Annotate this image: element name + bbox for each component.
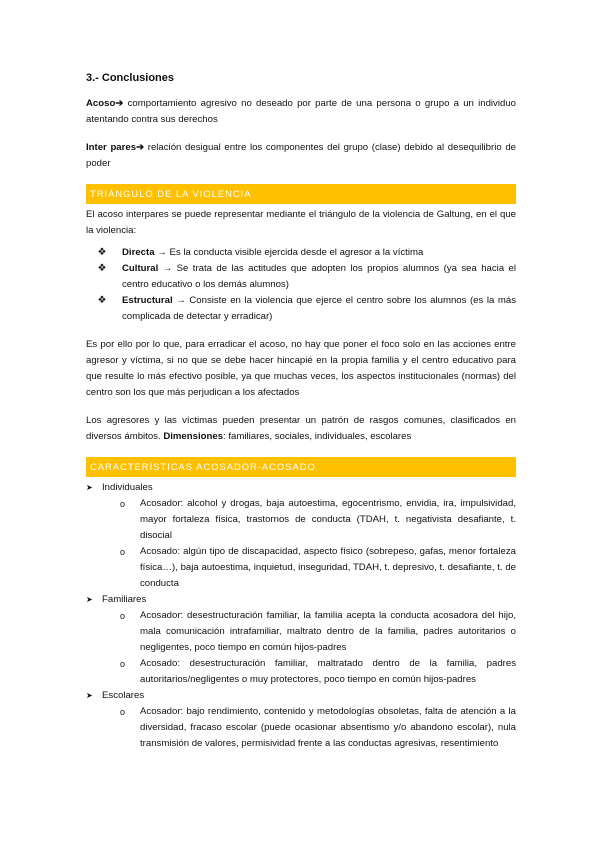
- violence-term: Directa: [122, 247, 155, 258]
- acoso-term: Acoso: [86, 98, 116, 109]
- list-item: [96, 261, 516, 293]
- arrow-bullet-icon: ➤: [86, 691, 93, 700]
- erradicar-paragraph: Es por ello por lo que, para erradicar el acoso, no hay que poner el foco solo en las acciones entre agresor y víctima, si no que se debe hacer hincapié en la propia familia y el centro educativo para que resulte lo más efectivo posible, ya que muchas veces, los aspectos institucionales (normas) del centro son los que más perjudican a los afectados: [86, 339, 516, 398]
- acoso-text: comportamiento agresivo no deseado por parte de una persona o grupo a un individuo atentando contra sus derechos: [86, 98, 516, 125]
- list-item: [120, 608, 516, 656]
- list-item: [120, 656, 516, 688]
- interpares-text: relación desigual entre los componentes del grupo (clase) debido al desequilibrio de poder: [86, 142, 516, 169]
- violence-term: Cultural: [122, 263, 159, 274]
- dimension-individuales: [86, 480, 516, 592]
- violence-text: → Consiste en la violencia que ejerce el centro sobre los alumnos (es la más complicada de detectar y erradicar): [122, 295, 516, 322]
- dimension-label: Familiares: [102, 594, 147, 605]
- arrow-icon: ➔: [115, 98, 124, 109]
- interpares-definition: [86, 140, 516, 172]
- violence-text: → Se trata de las actitudes que adopten los propios alumnos (ya sea hacia el centro educativo o los demás alumnos): [122, 263, 516, 290]
- circle-bullet-icon: o: [120, 547, 126, 557]
- arrow-bullet-icon: ➤: [86, 595, 93, 604]
- sub-list: [120, 496, 516, 592]
- arrow-bullet-icon: ➤: [86, 483, 93, 492]
- document-page: [86, 70, 516, 752]
- circle-bullet-icon: o: [120, 659, 126, 669]
- violence-types-list: [96, 245, 516, 325]
- dimension-familiares: [86, 592, 516, 688]
- list-item: [120, 544, 516, 592]
- item-text: Acosado: desestructuración familiar, maltratado dentro de la familia, padres autoritarios/negligentes o muy protectores, poco tiempo en común hijos-padres: [140, 658, 516, 685]
- item-text: Acosado: algún tipo de discapacidad, aspecto físico (sobrepeso, gafas, menor fortaleza física…), baja autoestima, inquietud, inseguridad, TDAH, t. depresivo, t. desafiante, t. de conducta: [140, 546, 516, 589]
- dimension-label: Individuales: [102, 482, 153, 493]
- dimensions-list: [86, 480, 516, 752]
- triangle-intro: El acoso interpares se puede representar mediante el triángulo de la violencia de Galtung, en el que la violencia:: [86, 209, 516, 236]
- diamond-bullet-icon: ❖: [97, 263, 107, 274]
- diamond-bullet-icon: ❖: [97, 295, 107, 306]
- sub-list: [120, 704, 516, 752]
- item-text: Acosador: desestructuración familiar, la familia acepta la conducta acosadora del hijo, mala comunicación intrafamiliar, maltrato dentro de la familia, padres autoritarios o negligentes, poco tiempo en común hijos-padres: [140, 610, 516, 653]
- violence-text: → Es la conducta visible ejercida desde el agresor a la víctima: [154, 247, 424, 258]
- list-item: [96, 245, 516, 261]
- item-text: Acosador: alcohol y drogas, baja autoestima, egocentrismo, envidia, ira, impulsividad, mayor fortaleza física, trastornos de conducta (TDAH, t. negativista desafiante, t. disocial: [140, 498, 516, 541]
- sub-list: [120, 608, 516, 688]
- dimension-label: Escolares: [102, 690, 145, 701]
- diamond-bullet-icon: ❖: [97, 247, 107, 258]
- circle-bullet-icon: o: [120, 611, 126, 621]
- characteristics-banner: CARACTERÍSTICAS ACOSADOR-ACOSADO: [86, 457, 516, 477]
- rasgos-tail: : familiares, sociales, individuales, escolares: [223, 431, 412, 442]
- arrow-icon: ➔: [136, 142, 145, 153]
- section-title: 3.- Conclusiones: [86, 72, 175, 84]
- item-text: Acosador: bajo rendimiento, contenido y metodologías obsoletas, falta de atención a la diversidad, fracaso escolar (puede ocasionar absentismo y/o abandono escolar), nula transmisión de valores, permisividad frente a las conductas agresivas, resentimiento: [140, 706, 516, 749]
- acoso-definition: [86, 96, 516, 128]
- list-item: [120, 496, 516, 544]
- dimension-escolares: [86, 688, 516, 752]
- violence-term: Estructural: [122, 295, 173, 306]
- circle-bullet-icon: o: [120, 499, 126, 509]
- dimensiones-term: Dimensiones: [163, 431, 224, 442]
- list-item: [96, 293, 516, 325]
- triangle-banner: TRIÁNGULO DE LA VIOLENCIA: [86, 184, 516, 204]
- circle-bullet-icon: o: [120, 707, 126, 717]
- rasgos-paragraph: [86, 413, 516, 445]
- list-item: [120, 704, 516, 752]
- rasgos-text: Los agresores y las víctimas pueden presentar un patrón de rasgos comunes, clasificados en diversos ámbitos.: [86, 415, 516, 442]
- interpares-term: Inter pares: [86, 142, 137, 153]
